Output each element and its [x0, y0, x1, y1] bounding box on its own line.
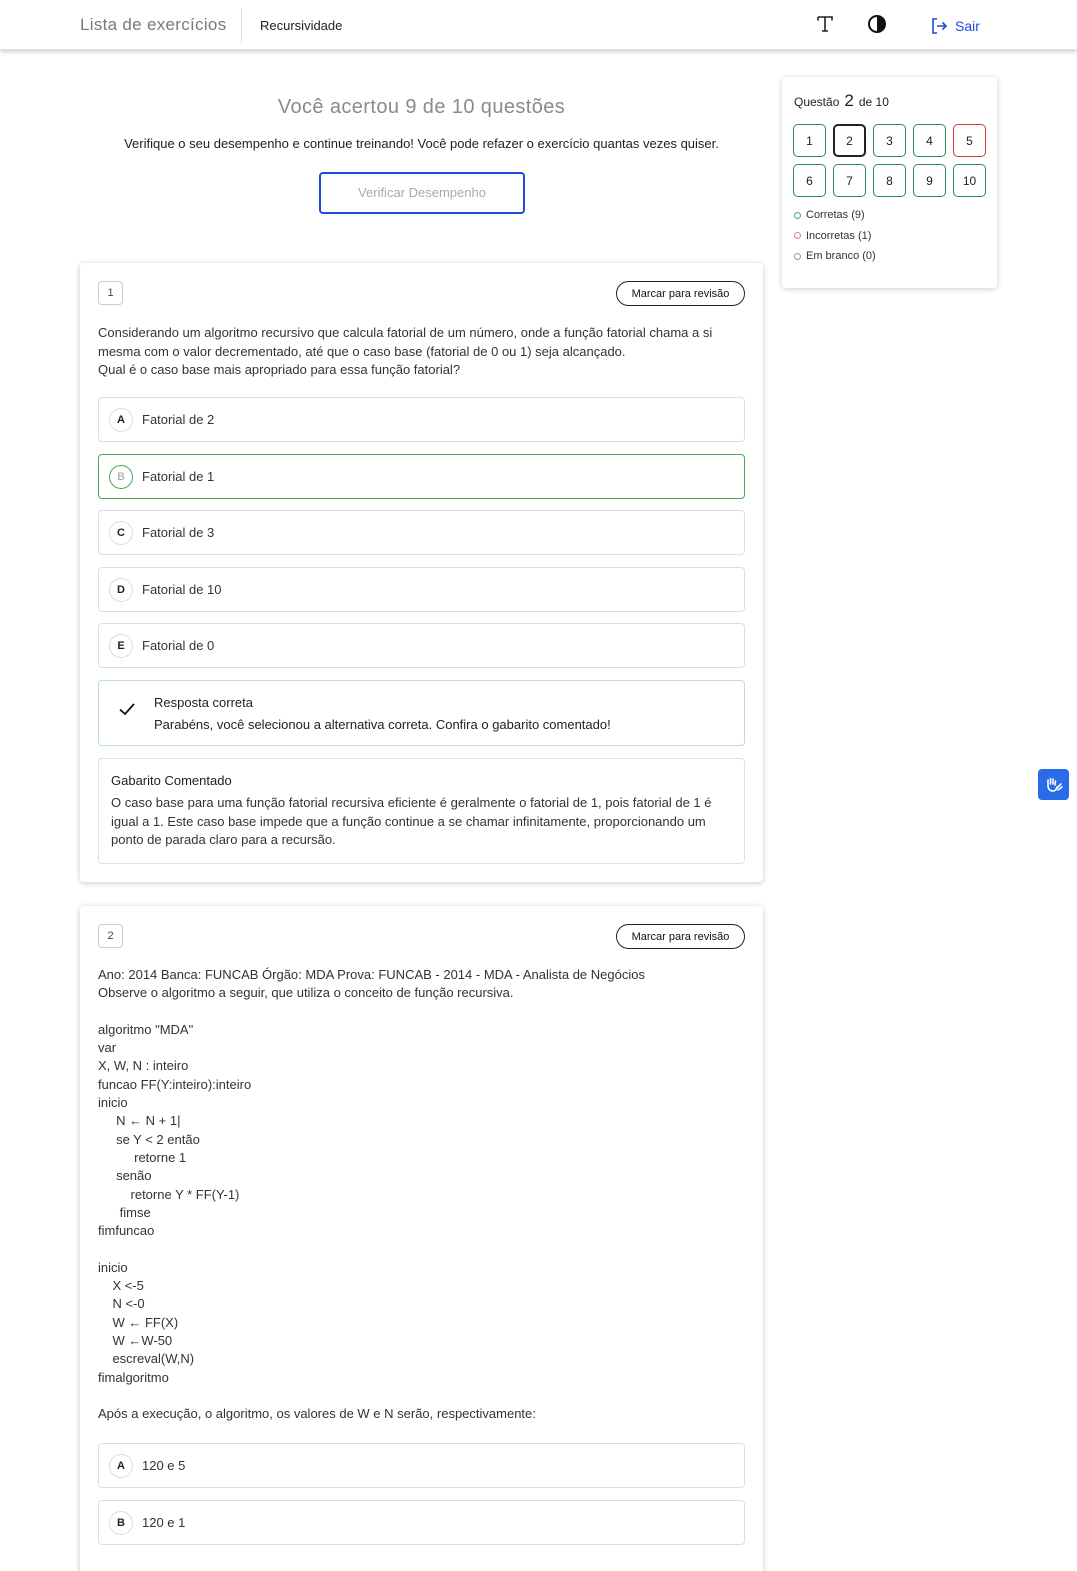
legend-blank: Em branco (0)	[806, 250, 876, 262]
question-button[interactable]: 3	[873, 124, 906, 157]
option-letter: A	[109, 408, 133, 432]
answer-feedback	[98, 680, 745, 746]
current-question-number: 2	[844, 91, 854, 110]
navigator-total: de 10	[858, 95, 889, 109]
legend-correct: Corretas (9)	[806, 209, 865, 221]
option-text: 120 e 1	[142, 1515, 186, 1530]
option-b-selected[interactable]	[98, 454, 745, 499]
option-d[interactable]	[98, 567, 745, 612]
verify-performance-button[interactable]: Verificar Desempenho	[319, 172, 525, 214]
logout-icon	[930, 17, 948, 35]
mark-for-review-button[interactable]: Marcar para revisão	[616, 281, 745, 306]
hands-icon	[1044, 775, 1064, 795]
correct-dot-icon	[794, 212, 801, 219]
font-size-icon[interactable]	[815, 12, 835, 36]
answer-explanation	[98, 758, 745, 864]
breadcrumb: Recursividade	[260, 18, 343, 33]
question-number: 1	[98, 281, 123, 305]
logout-label: Sair	[955, 18, 980, 34]
option-letter: E	[109, 634, 133, 658]
question-button[interactable]: 7	[833, 164, 866, 197]
option-letter: B	[109, 465, 133, 489]
option-letter: D	[109, 578, 133, 602]
navigator-legend	[794, 208, 876, 270]
question-button[interactable]: 5	[953, 124, 986, 157]
option-letter: C	[109, 521, 133, 545]
option-c[interactable]	[98, 510, 745, 555]
question-button[interactable]: 6	[793, 164, 826, 197]
navigator-label: Questão	[794, 95, 840, 109]
option-a[interactable]	[98, 1443, 745, 1488]
feedback-message: Parabéns, você selecionou a alternativa correta. Confira o gabarito comentado!	[154, 717, 611, 732]
question-button[interactable]: 1	[793, 124, 826, 157]
legend-incorrect: Incorretas (1)	[806, 229, 872, 242]
question-text: Ano: 2014 Banca: FUNCAB Órgão: MDA Prova: FUNCAB - 2014 - MDA - Analista de Negócios Observe o algoritmo a seguir, que utiliza o conceito de função recursiva. algoritmo "MDA" var X, W, N : inteiro funcao FF(Y:inteiro):inteiro inicio N ← N + 1| se Y < 2 então retorne 1 senão retorne Y * FF(Y-1) fimse fimfuncao inicio X <-5 N <-0 W ← FF(X) W ←W-50 escreval(W,N) fimalgoritmo Após a execução, o algoritmo, os valores de W e N serão, respectivamente:	[98, 967, 645, 1422]
question-text: Considerando um algoritmo recursivo que calcula fatorial de um número, onde a função fatorial chama a si mesma com o valor decrementado, até que o caso base (fatorial de 0 ou 1) seja alcançado. Qual é o caso base mais apropriado para essa função fatorial?	[98, 325, 713, 378]
question-card-1	[80, 263, 763, 882]
result-title: Você acertou 9 de 10 questões	[277, 96, 566, 118]
navigator-header	[794, 91, 889, 111]
question-grid	[793, 124, 986, 197]
option-text: Fatorial de 1	[142, 469, 215, 484]
result-subtitle: Verifique o seu desempenho e continue treinando! Você pode refazer o exercício quantas vezes quiser.	[124, 136, 719, 151]
question-navigator	[782, 77, 997, 288]
check-icon	[118, 701, 136, 717]
option-text: Fatorial de 2	[142, 412, 215, 427]
top-bar	[0, 0, 1077, 50]
question-button[interactable]: 9	[913, 164, 946, 197]
option-text: Fatorial de 0	[142, 638, 215, 653]
header-divider	[241, 8, 242, 43]
question-number: 2	[98, 924, 123, 948]
option-e[interactable]	[98, 623, 745, 668]
question-button[interactable]: 8	[873, 164, 906, 197]
option-text: Fatorial de 3	[142, 525, 215, 540]
blank-dot-icon	[794, 253, 801, 260]
sign-language-accessibility-button[interactable]	[1038, 769, 1069, 800]
question-button[interactable]: 10	[953, 164, 986, 197]
question-card-2	[80, 906, 763, 1571]
option-a[interactable]	[98, 397, 745, 442]
logout-button[interactable]	[930, 16, 980, 36]
contrast-icon[interactable]	[866, 13, 888, 35]
question-button[interactable]: 4	[913, 124, 946, 157]
option-b[interactable]	[98, 1500, 745, 1545]
feedback-title: Resposta correta	[154, 695, 253, 710]
app-title[interactable]: Lista de exercícios	[80, 15, 227, 34]
incorrect-dot-icon	[794, 232, 801, 239]
question-button[interactable]: 2	[833, 124, 866, 157]
option-text: Fatorial de 10	[142, 582, 222, 597]
explanation-title: Gabarito Comentado	[111, 773, 232, 788]
option-letter: A	[109, 1454, 133, 1478]
explanation-text: O caso base para uma função fatorial recursiva eficiente é geralmente o fatorial de 1, pois fatorial de 1 é igual a 1. Este caso base impede que a função continue a se chamar infinitamente, proporcionando um ponto de parada claro para a recursão.	[111, 795, 712, 848]
option-letter: B	[109, 1511, 133, 1535]
mark-for-review-button[interactable]: Marcar para revisão	[616, 924, 745, 949]
option-text: 120 e 5	[142, 1458, 186, 1473]
